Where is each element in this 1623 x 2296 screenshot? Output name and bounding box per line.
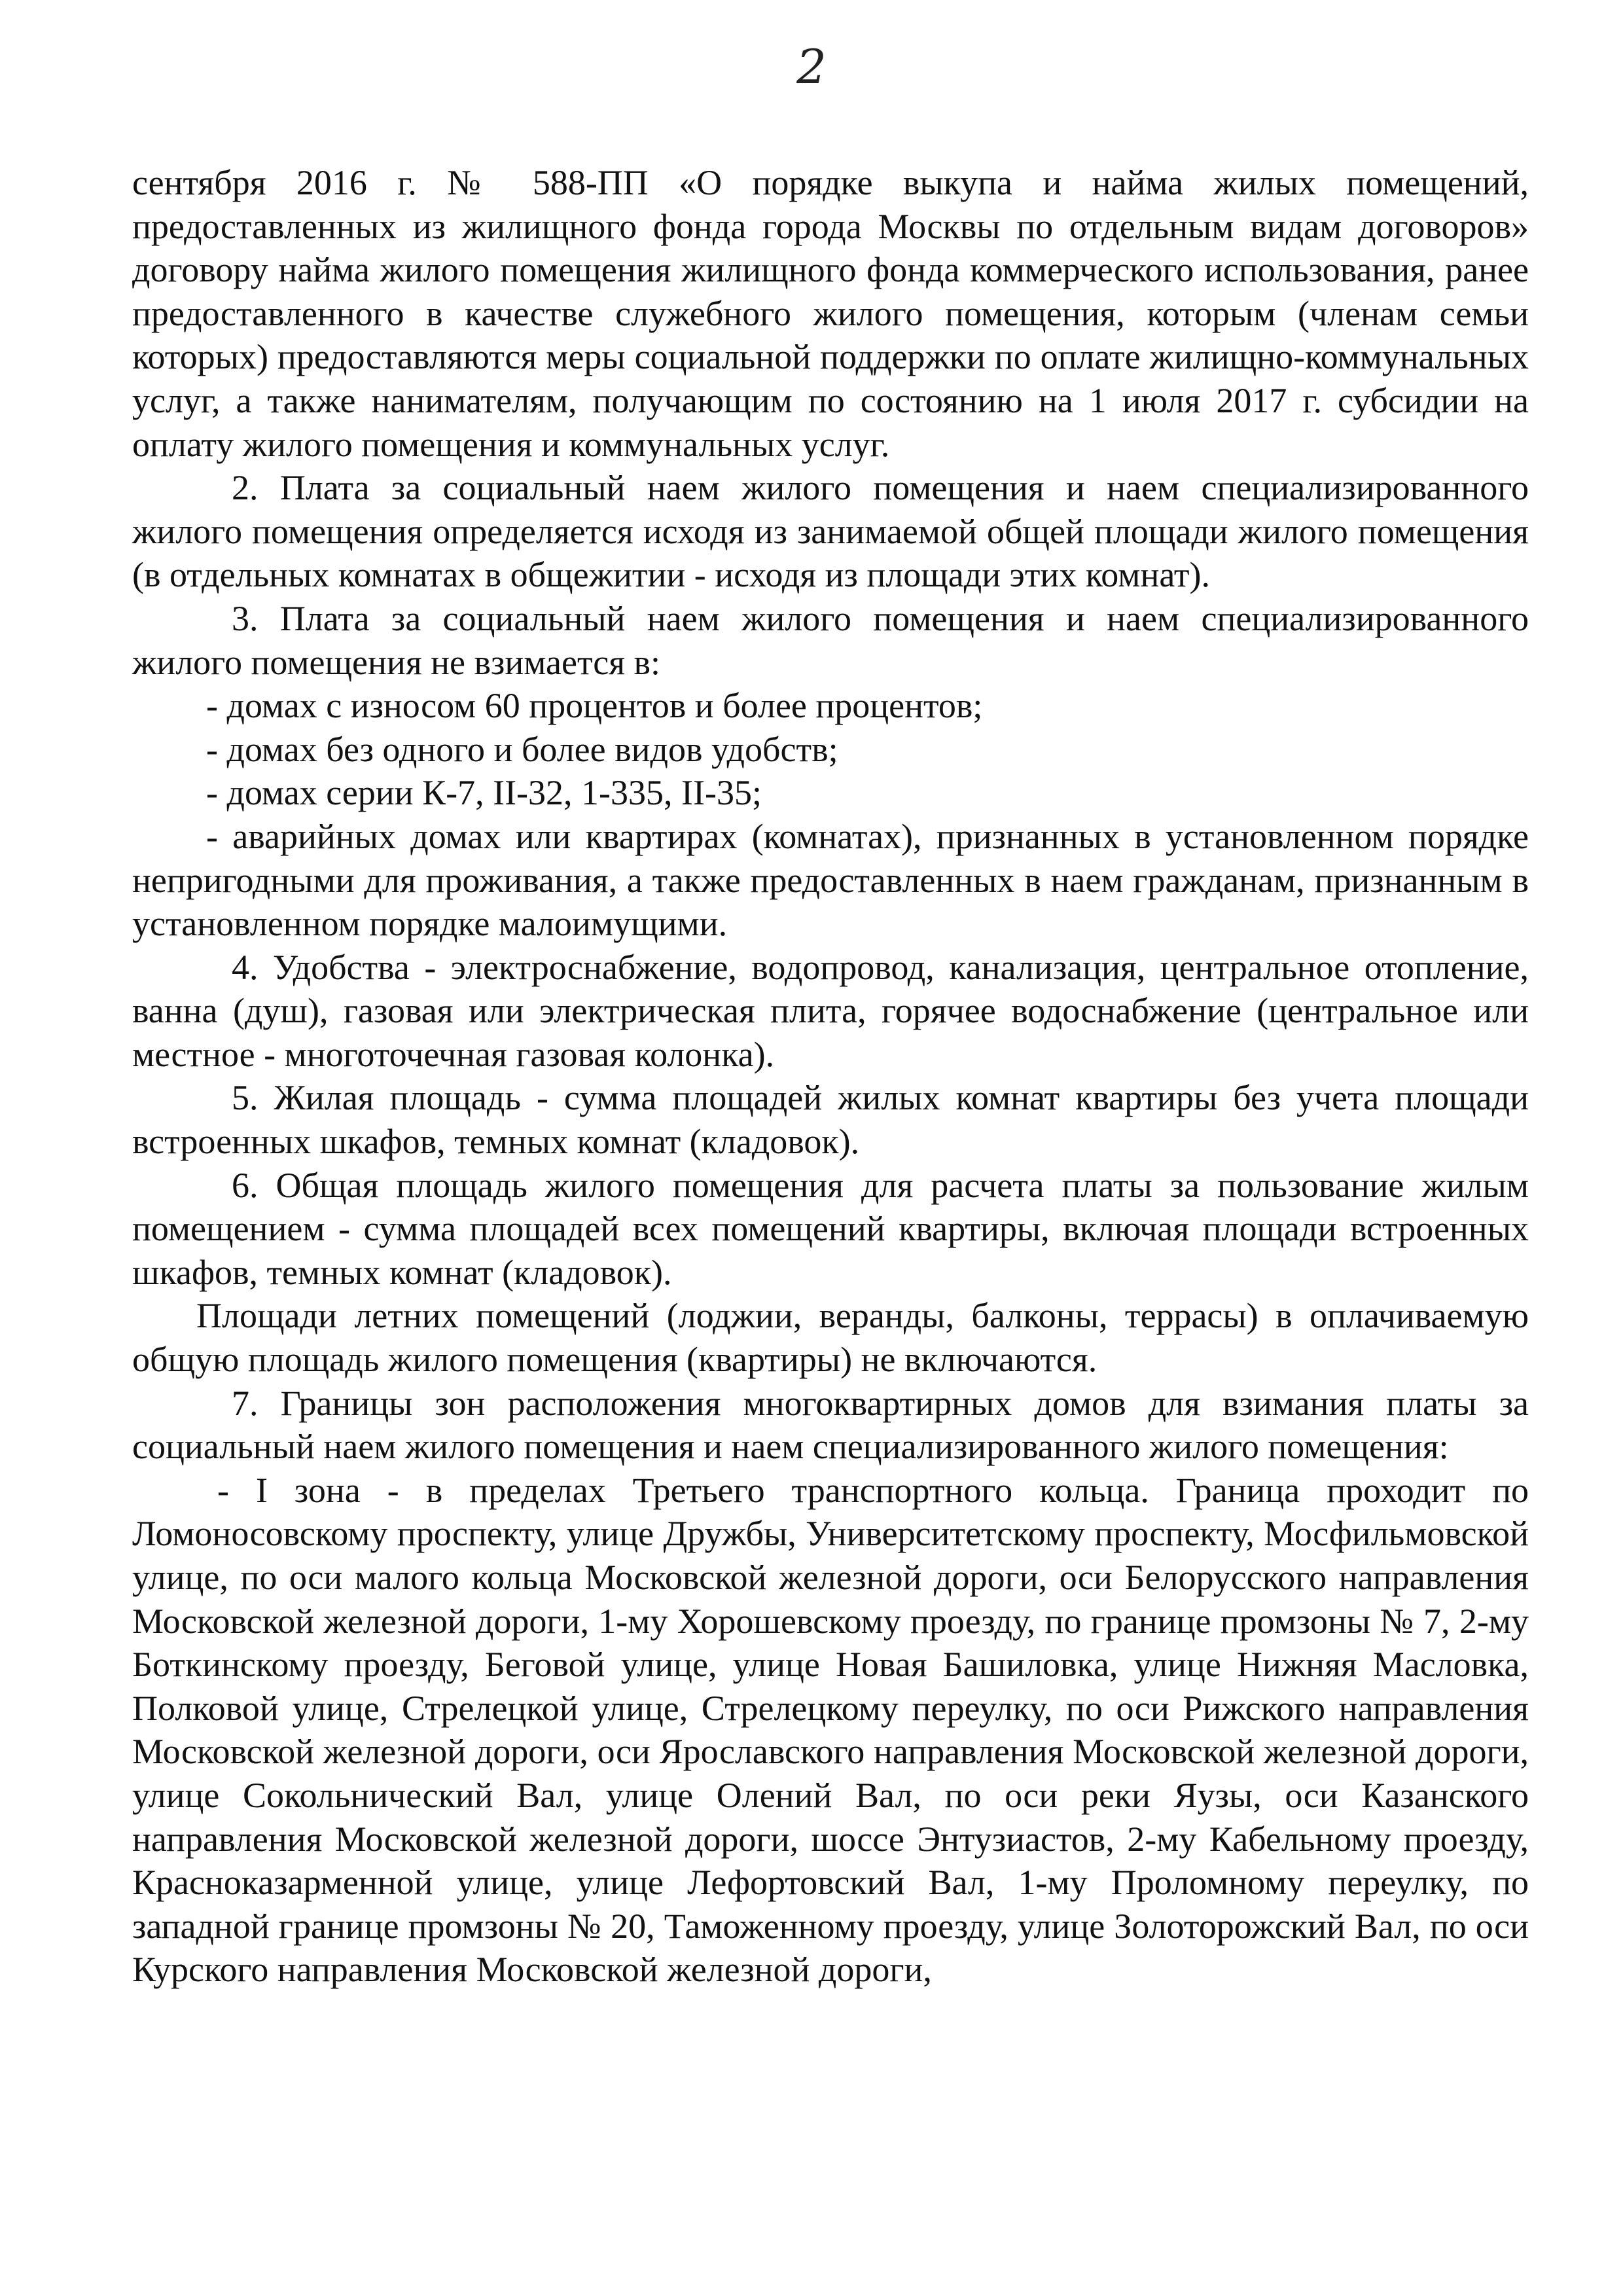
- paragraph-summer-areas: Площади летних помещений (лоджии, веранды, балконы, террасы) в оплачиваемую общую площадь жилого помещения (квартиры) не включаются.: [132, 1296, 1529, 1380]
- page-number: 2: [796, 39, 827, 94]
- paragraph-item-4: 4. Удобства - электроснабжение, водопровод, канализация, центральное отопление, ванна (душ), газовая или электрическая плита, горячее водоснабжение (центральное или местное - многоточечная газовая колонка).: [132, 947, 1529, 1074]
- paragraph-zone-1: - I зона - в пределах Третьего транспортного кольца. Граница проходит по Ломоносовскому проспекту, улице Дружбы, Университетскому проспекту, Мосфильмовской улице, по оси малого кольца Московской железной дороги, оси Белорусского направления Московской железной дороги, 1-му Хорошевскому проезду, по границе промзоны № 7, 2-му Боткинскому проезду, Беговой улице, улице Новая Башиловка, улице Нижняя Масловка, Полковой улице, Стрелецкой улице, Стрелецкому переулку, по оси Рижского направления Московской железной дороги, оси Ярославского направления Московской железной дороги, улице Сокольнический Вал, улице Олений Вал, по оси реки Яузы, оси Казанского направления Московской железной дороги, шоссе Энтузиастов, 2-му Кабельному проезду, Красноказарменной улице, улице Лефортовский Вал, 1-му Проломному переулку, по западной границе промзоны № 20, Таможенному проезду, улице Золоторожский Вал, по оси Курского направления Московской железной дороги,: [132, 1470, 1529, 1990]
- list-item-emergency: - аварийных домах или квартирах (комнатах), признанных в установленном порядке непригодными для проживания, а также предоставленных в наем гражданам, признанным в установленном порядке малоимущими.: [132, 816, 1529, 944]
- paragraph-continuation: сентября 2016 г. № 588-ПП «О порядке выкупа и найма жилых помещений, предоставленных из жилищного фонда города Москвы по отдельным видам договоров» договору найма жилого помещения жилищного фонда коммерческого использования, ранее предоставленного в качестве служебного жилого помещения, которым (членам семьи которых) предоставляются меры социальной поддержки по оплате жилищно-коммунальных услуг, а также нанимателям, получающим по состоянию на 1 июля 2017 г. субсидии на оплату жилого помещения и коммунальных услуг.: [132, 163, 1529, 464]
- paragraph-item-7: 7. Границы зон расположения многоквартирных домов для взимания платы за социальный наем жилого помещения и наем специализированного жилого помещения:: [132, 1383, 1529, 1467]
- document-body: [132, 161, 1529, 1992]
- paragraph-item-6: 6. Общая площадь жилого помещения для расчета платы за пользование жилым помещением - сумма площадей всех помещений квартиры, включая площади встроенных шкафов, темных комнат (кладовок).: [132, 1165, 1529, 1292]
- paragraph-item-5: 5. Жилая площадь - сумма площадей жилых комнат квартиры без учета площади встроенных шкафов, темных комнат (кладовок).: [132, 1078, 1529, 1162]
- paragraph-item-3: 3. Плата за социальный наем жилого помещения и наем специализированного жилого помещения не взимается в:: [132, 598, 1529, 682]
- list-item-wear: - домах с износом 60 процентов и более процентов;: [206, 686, 983, 726]
- list-item-amenities: - домах без одного и более видов удобств;: [206, 729, 838, 769]
- list-item-series: - домах серии К-7, II-32, 1-335, II-35;: [206, 773, 762, 813]
- paragraph-item-2: 2. Плата за социальный наем жилого помещения и наем специализированного жилого помещения определяется исходя из занимаемой общей площади жилого помещения (в отдельных комнатах в общежитии - исходя из площади этих комнат).: [132, 468, 1529, 595]
